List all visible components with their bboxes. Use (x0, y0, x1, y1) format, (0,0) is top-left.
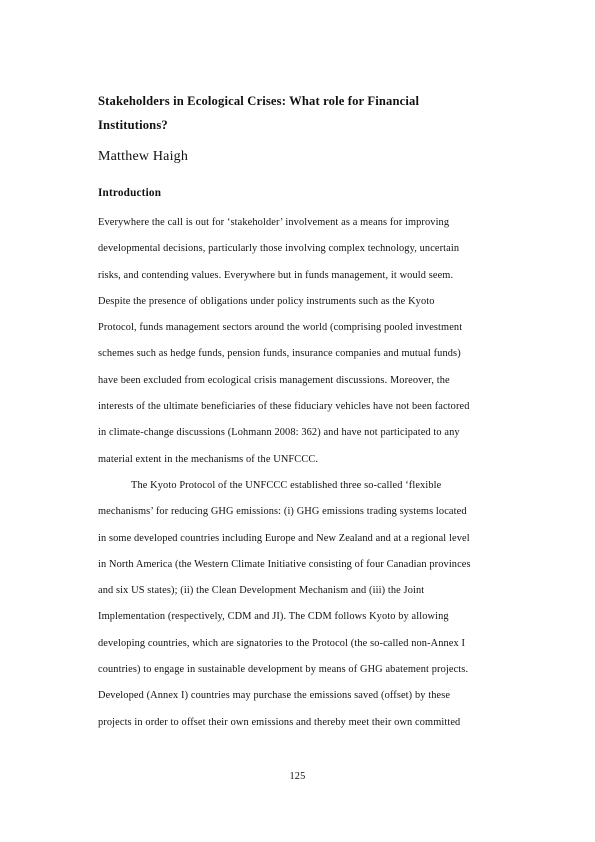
page-number: 125 (289, 771, 306, 782)
body-line: and six US states); (ii) the Clean Development Mechanism and (iii) the Joint (98, 585, 425, 597)
section-heading: Introduction (98, 187, 162, 199)
body-line: in climate-change discussions (Lohmann 2008: 362) and have not participated to any (98, 427, 460, 439)
title-line: Stakeholders in Ecological Crises: What role for Financial (98, 94, 420, 108)
document-title (98, 89, 498, 137)
body-line: risks, and contending values. Everywhere but in funds management, it would seem. (98, 269, 454, 281)
body-line: interests of the ultimate beneficiaries of these fiduciary vehicles have not been factored (98, 401, 470, 413)
body-line: The Kyoto Protocol of the UNFCCC established three so-called ‘flexible (131, 479, 442, 491)
body-line: material extent in the mechanisms of the UNFCCC. (98, 453, 319, 465)
body-line: developmental decisions, particularly those involving complex technology, uncertain (98, 243, 460, 255)
author-name: Matthew Haigh (98, 149, 189, 164)
body-line: mechanisms’ for reducing GHG emissions: (i) GHG emissions trading systems located (98, 506, 467, 518)
body-line: Everywhere the call is out for ‘stakeholder’ involvement as a means for improving (98, 217, 450, 228)
body-line: Developed (Annex I) countries may purchase the emissions saved (offset) by these (98, 690, 451, 702)
body-line: Protocol, funds management sectors around the world (comprising pooled investment (98, 322, 463, 334)
body-line: Despite the presence of obligations under policy instruments such as the Kyoto (98, 295, 435, 307)
body-line: projects in order to offset their own emissions and thereby meet their own committed (98, 716, 461, 728)
body-text (98, 210, 498, 736)
body-line: schemes such as hedge funds, pension funds, insurance companies and mutual funds) (98, 348, 461, 360)
body-line: Implementation (respectively, CDM and JI). The CDM follows Kyoto by allowing (98, 611, 449, 623)
body-line: have been excluded from ecological crisis management discussions. Moreover, the (98, 374, 450, 386)
body-line: in North America (the Western Climate Initiative consisting of four Canadian provinces (98, 558, 471, 570)
title-line: Institutions? (98, 118, 168, 132)
body-line: countries) to engage in sustainable development by means of GHG abatement projects. (98, 664, 469, 676)
body-line: developing countries, which are signatories to the Protocol (the so-called non-Annex I (98, 637, 466, 649)
body-line: in some developed countries including Europe and New Zealand and at a regional level (98, 532, 470, 544)
